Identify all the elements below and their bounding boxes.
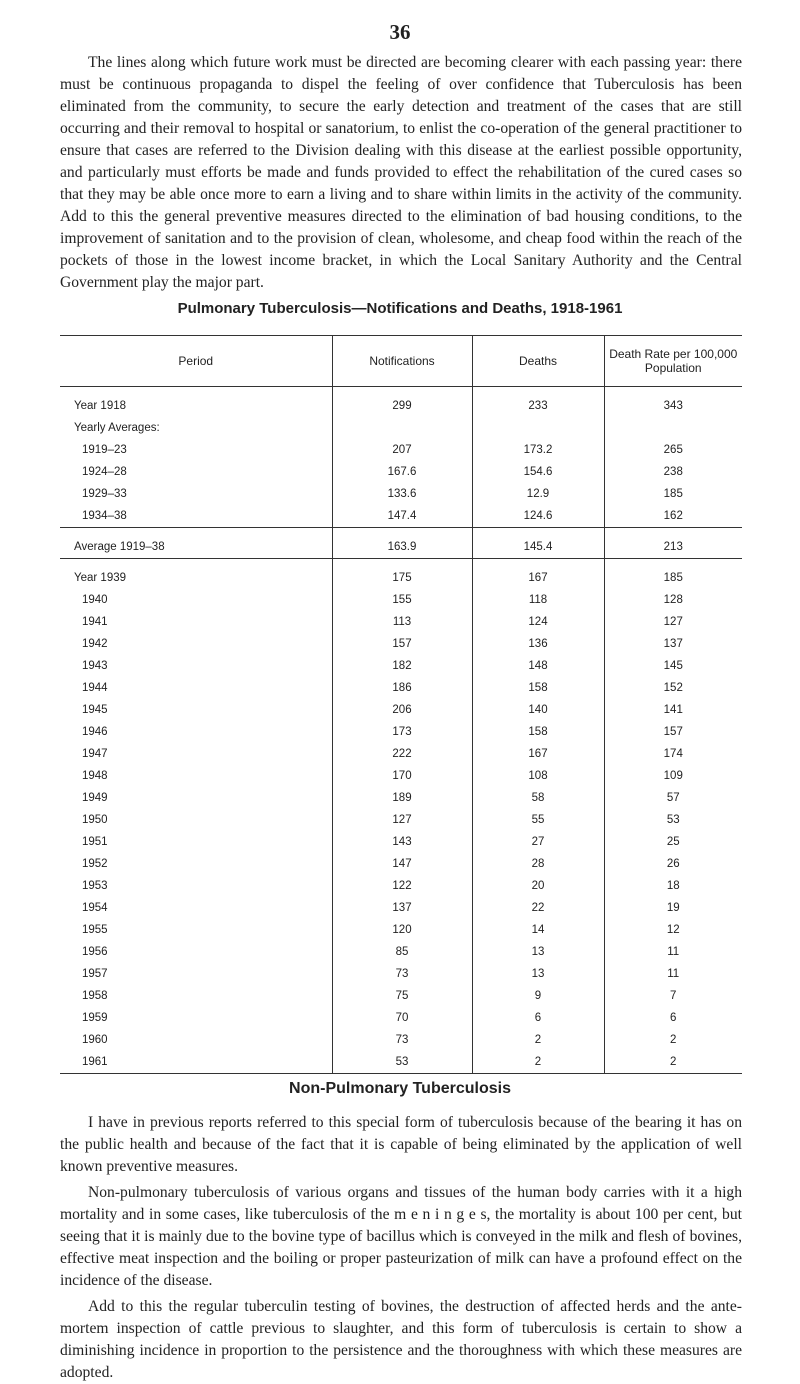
row-rate: 11 xyxy=(667,946,680,958)
row-notifications: 147 xyxy=(332,853,472,875)
table-body xyxy=(60,387,742,1074)
row-notifications: 182 xyxy=(332,655,472,677)
row-period: 1941 xyxy=(60,611,332,633)
row-notifications: 73 xyxy=(332,963,472,985)
row-deaths: 58 xyxy=(472,787,604,809)
page-number: 36 xyxy=(389,20,411,44)
row-notifications: 122 xyxy=(332,875,472,897)
yearly-averages-label: Yearly Averages: xyxy=(60,417,332,439)
row-deaths: 2 xyxy=(472,1051,604,1074)
row-deaths: 14 xyxy=(472,919,604,941)
table-row xyxy=(60,633,742,655)
table-row xyxy=(60,1007,742,1029)
row-deaths: 12.9 xyxy=(472,483,604,505)
row-rate: 19 xyxy=(666,902,680,914)
row-deaths: 2 xyxy=(472,1029,604,1051)
row-deaths: 13 xyxy=(472,963,604,985)
row-period: 1944 xyxy=(60,677,332,699)
row-notifications: 127 xyxy=(332,809,472,831)
row-deaths: 158 xyxy=(472,721,604,743)
table-row xyxy=(60,853,742,875)
row-deaths: 173.2 xyxy=(472,439,604,461)
table-row xyxy=(60,831,742,853)
table-row xyxy=(60,589,742,611)
row-period: Year 1939 xyxy=(60,567,332,589)
row-notifications: 163.9 xyxy=(332,536,472,559)
row-rate: 185 xyxy=(663,572,683,584)
row-notifications: 175 xyxy=(332,567,472,589)
table-title: Pulmonary Tuberculosis—Notifications and Deaths, 1918-1961 xyxy=(177,300,623,317)
table-row xyxy=(60,395,742,417)
row-rate: 2 xyxy=(604,1051,742,1074)
table-row xyxy=(60,483,742,505)
row-period: 1951 xyxy=(60,831,332,853)
row-period: 1950 xyxy=(60,809,332,831)
row-rate: 11 xyxy=(667,968,680,980)
row-notifications: 70 xyxy=(332,1007,472,1029)
row-period: 1961 xyxy=(60,1051,332,1074)
table-row xyxy=(60,941,742,963)
row-deaths: 108 xyxy=(472,765,604,787)
row-period: 1960 xyxy=(60,1029,332,1051)
row-deaths: 158 xyxy=(472,677,604,699)
row-rate: 128 xyxy=(663,594,683,606)
row-period: 1940 xyxy=(60,589,332,611)
row-period: 1929–33 xyxy=(60,483,332,505)
row-deaths: 28 xyxy=(472,853,604,875)
row-notifications: 222 xyxy=(332,743,472,765)
row-rate: 145 xyxy=(663,660,683,672)
row-notifications: 133.6 xyxy=(332,483,472,505)
row-rate: 141 xyxy=(663,704,683,716)
row-rate: 185 xyxy=(663,488,683,500)
row-notifications: 207 xyxy=(332,439,472,461)
row-notifications: 189 xyxy=(332,787,472,809)
row-deaths: 167 xyxy=(472,567,604,589)
table-row xyxy=(60,875,742,897)
row-notifications: 299 xyxy=(332,395,472,417)
row-notifications: 147.4 xyxy=(332,505,472,528)
row-rate: 26 xyxy=(666,858,680,870)
row-deaths: 233 xyxy=(472,395,604,417)
row-notifications: 143 xyxy=(332,831,472,853)
non-pulmonary-p3: Add to this the regular tuberculin testing of bovines, the destruction of affected herds and the ante-mortem inspection of cattle previous to slaughter, and this form of tuberculosis is certain to show a diminishing incidence in proportion to the persistence and the thoroughness with which these measures are adopted. xyxy=(60,1298,742,1381)
table-row xyxy=(60,611,742,633)
row-rate: 162 xyxy=(604,505,742,528)
row-notifications: 155 xyxy=(332,589,472,611)
row-period: 1953 xyxy=(60,875,332,897)
non-pulmonary-heading: Non-Pulmonary Tuberculosis xyxy=(289,1080,511,1097)
row-deaths: 6 xyxy=(472,1007,604,1029)
table-row xyxy=(60,417,742,439)
table-row xyxy=(60,567,742,589)
row-deaths: 22 xyxy=(472,897,604,919)
row-notifications: 167.6 xyxy=(332,461,472,483)
row-deaths: 55 xyxy=(472,809,604,831)
row-deaths: 167 xyxy=(472,743,604,765)
tb-notifications-table xyxy=(60,335,742,1074)
table-row xyxy=(60,1051,742,1074)
row-notifications: 170 xyxy=(332,765,472,787)
row-notifications: 206 xyxy=(332,699,472,721)
table-row xyxy=(60,461,742,483)
table-row xyxy=(60,787,742,809)
row-deaths: 20 xyxy=(472,875,604,897)
table-row xyxy=(60,897,742,919)
row-rate: 157 xyxy=(663,726,683,738)
table-row xyxy=(60,919,742,941)
row-deaths: 124 xyxy=(472,611,604,633)
table-row xyxy=(60,655,742,677)
row-rate: 109 xyxy=(663,770,683,782)
row-deaths: 140 xyxy=(472,699,604,721)
row-period: 1934–38 xyxy=(60,505,332,528)
row-period: 1947 xyxy=(60,743,332,765)
row-period: 1954 xyxy=(60,897,332,919)
row-rate: 25 xyxy=(666,836,680,848)
table-row xyxy=(60,743,742,765)
row-notifications: 53 xyxy=(332,1051,472,1074)
row-period: 1943 xyxy=(60,655,332,677)
row-rate: 137 xyxy=(663,638,683,650)
row-rate: 7 xyxy=(670,990,677,1002)
row-notifications: 85 xyxy=(332,941,472,963)
table-row xyxy=(60,505,742,528)
row-deaths: 9 xyxy=(472,985,604,1007)
row-rate: 343 xyxy=(663,400,683,412)
row-rate: 2 xyxy=(670,1034,677,1046)
non-pulmonary-p2: Non-pulmonary tuberculosis of various organs and tissues of the human body carries with it a high mortality and in some cases, like tuberculosis of the m e n i n g e s, the mortality is about 100 per cent, but seeing that it is mainly due to the bovine type of bacillus which is conveyed in the milk and flesh of bovines, effective meat inspection and the boiling or proper pasteurization of milk can have a profound effect on the incidence of the disease. xyxy=(60,1184,742,1289)
row-rate: 265 xyxy=(663,444,683,456)
row-rate: 18 xyxy=(666,880,680,892)
row-period: 1945 xyxy=(60,699,332,721)
intro-paragraph: The lines along which future work must be directed are becoming clearer with each passing year: there must be continuous propaganda to dispel the feeling of over confidence that Tuberculosis has been eliminated from the community, to secure the early detection and treatment of the cases that are still occurring and their removal to hospital or sanatorium, to enlist the co-operation of the general practitioner to ensure that cases are referred to the Division dealing with this disease at the earliest possible opportunity, and particularly must efforts be made and funds provided to effect the rehabilitation of the cured cases so that they may be able once more to earn a living and to share within limits in the activity of the community. Add to this the general preventive measures directed to the elimination of bad housing conditions, to the improvement of sanitation and to the provision of clean, wholesome, and cheap food within the reach of the pockets of those in the lowest income bracket, in which the Local Sanitary Authority and the Central Government play the major part. xyxy=(60,54,742,291)
row-period: 1948 xyxy=(60,765,332,787)
row-period: 1924–28 xyxy=(60,461,332,483)
header-deaths: Deaths xyxy=(472,336,604,387)
tb-table-wrap xyxy=(60,335,742,1074)
row-notifications: 157 xyxy=(332,633,472,655)
row-period: 1955 xyxy=(60,919,332,941)
table-row xyxy=(60,1029,742,1051)
row-deaths: 145.4 xyxy=(472,536,604,559)
row-notifications: 186 xyxy=(332,677,472,699)
row-notifications: 75 xyxy=(332,985,472,1007)
row-deaths: 124.6 xyxy=(472,505,604,528)
row-rate: 127 xyxy=(663,616,683,628)
row-period: 1958 xyxy=(60,985,332,1007)
row-rate: 174 xyxy=(663,748,683,760)
row-period: Year 1918 xyxy=(60,395,332,417)
row-rate: 238 xyxy=(663,466,683,478)
row-rate: 6 xyxy=(670,1012,677,1024)
header-notifications: Notifications xyxy=(332,336,472,387)
table-header-row xyxy=(60,336,742,387)
row-period: 1956 xyxy=(60,941,332,963)
row-period: 1946 xyxy=(60,721,332,743)
row-rate: 152 xyxy=(663,682,683,694)
row-notifications: 73 xyxy=(332,1029,472,1051)
header-death-rate: Death Rate per 100,000 Population xyxy=(604,336,742,387)
row-period: 1957 xyxy=(60,963,332,985)
row-deaths: 27 xyxy=(472,831,604,853)
table-row xyxy=(60,765,742,787)
table-row xyxy=(60,809,742,831)
row-period: Average 1919–38 xyxy=(60,536,332,559)
row-rate: 12 xyxy=(666,924,680,936)
row-period: 1942 xyxy=(60,633,332,655)
row-notifications: 120 xyxy=(332,919,472,941)
row-notifications: 137 xyxy=(332,897,472,919)
row-deaths: 136 xyxy=(472,633,604,655)
header-period: Period xyxy=(60,336,332,387)
row-rate: 57 xyxy=(666,792,680,804)
row-period: 1952 xyxy=(60,853,332,875)
row-rate: 53 xyxy=(666,814,680,826)
table-row xyxy=(60,536,742,559)
table-row xyxy=(60,699,742,721)
row-period: 1949 xyxy=(60,787,332,809)
row-deaths: 154.6 xyxy=(472,461,604,483)
table-row xyxy=(60,963,742,985)
row-period: 1919–23 xyxy=(60,439,332,461)
row-period: 1959 xyxy=(60,1007,332,1029)
table-row xyxy=(60,721,742,743)
table-row xyxy=(60,439,742,461)
row-deaths: 13 xyxy=(472,941,604,963)
row-notifications: 113 xyxy=(332,611,472,633)
row-notifications: 173 xyxy=(332,721,472,743)
non-pulmonary-p1: I have in previous reports referred to this special form of tuberculosis because of the bearing it has on the public health and because of the fact that it is capable of being eliminated by the application of well known preventive measures. xyxy=(60,1114,742,1175)
row-deaths: 148 xyxy=(472,655,604,677)
row-deaths: 118 xyxy=(472,589,604,611)
table-row xyxy=(60,677,742,699)
table-row xyxy=(60,985,742,1007)
row-rate: 213 xyxy=(604,536,742,559)
